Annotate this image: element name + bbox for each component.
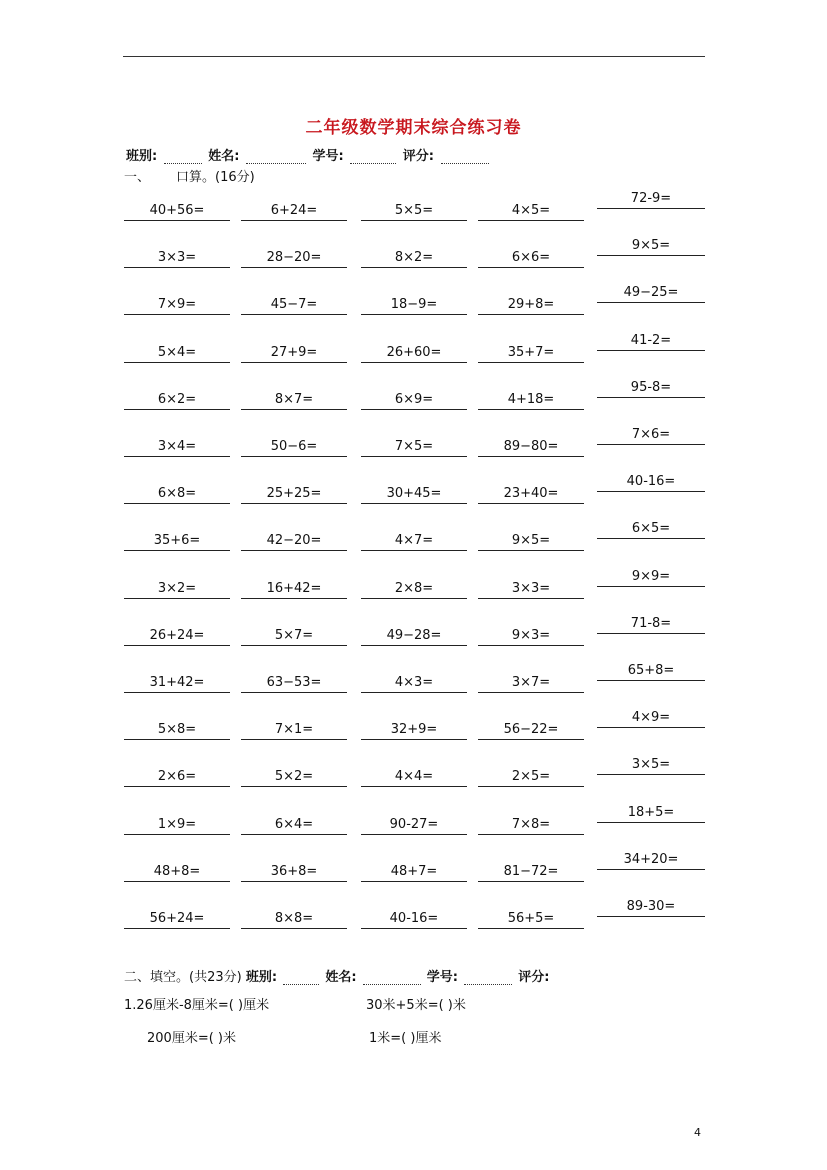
problem-cell[interactable]: 9×3= xyxy=(478,627,584,646)
problem-cell[interactable]: 3×4= xyxy=(124,438,230,457)
section-one-title: 口算。(16分) xyxy=(176,170,255,185)
problem-cell[interactable]: 9×5= xyxy=(478,532,584,551)
section-two-id-label: 学号: xyxy=(426,970,458,985)
problem-cell[interactable]: 56−22= xyxy=(478,721,584,740)
problem-cell[interactable]: 3×2= xyxy=(124,580,230,599)
section-two-id-blank[interactable] xyxy=(464,970,512,985)
problem-cell[interactable]: 3×5= xyxy=(597,756,705,775)
problem-cell[interactable]: 5×2= xyxy=(241,768,347,787)
problem-cell[interactable]: 48+8= xyxy=(124,863,230,882)
problem-cell[interactable]: 35+7= xyxy=(478,344,584,363)
problem-cell[interactable]: 4×5= xyxy=(478,202,584,221)
problem-cell[interactable]: 72-9= xyxy=(597,190,705,209)
problem-cell[interactable]: 6×8= xyxy=(124,485,230,504)
id-blank[interactable] xyxy=(350,149,396,164)
problem-cell[interactable]: 7×8= xyxy=(478,816,584,835)
problem-cell[interactable]: 3×7= xyxy=(478,674,584,693)
problem-cell[interactable]: 4×7= xyxy=(361,532,467,551)
problem-cell[interactable]: 3×3= xyxy=(124,249,230,268)
question-1c: 200厘米=( )米 xyxy=(147,1031,236,1046)
problem-cell[interactable]: 40+56= xyxy=(124,202,230,221)
section-two-title: 二、填空。(共23分) xyxy=(124,970,242,985)
problem-cell[interactable]: 5×7= xyxy=(241,627,347,646)
problem-cell[interactable]: 9×9= xyxy=(597,568,705,587)
problem-cell[interactable]: 49−25= xyxy=(597,284,705,303)
problem-cell[interactable]: 56+24= xyxy=(124,910,230,929)
id-label: 学号: xyxy=(312,149,344,164)
problem-cell[interactable]: 49−28= xyxy=(361,627,467,646)
class-label: 班别: xyxy=(126,149,158,164)
problem-cell[interactable]: 9×5= xyxy=(597,237,705,256)
problem-cell[interactable]: 2×8= xyxy=(361,580,467,599)
page-title: 二年级数学期末综合练习卷 xyxy=(305,118,522,138)
problem-cell[interactable]: 7×6= xyxy=(597,426,705,445)
name-blank[interactable] xyxy=(246,149,306,164)
problem-cell[interactable]: 95-8= xyxy=(597,379,705,398)
problem-cell[interactable]: 18−9= xyxy=(361,296,467,315)
problem-cell[interactable]: 3×3= xyxy=(478,580,584,599)
section-two-class-label: 班别: xyxy=(245,970,278,985)
problem-cell[interactable]: 30+45= xyxy=(361,485,467,504)
problem-cell[interactable]: 29+8= xyxy=(478,296,584,315)
header-rule xyxy=(123,56,705,57)
problem-cell[interactable]: 31+42= xyxy=(124,674,230,693)
section-two-name-blank[interactable] xyxy=(363,970,421,985)
score-label: 评分: xyxy=(402,149,434,164)
problem-cell[interactable]: 45−7= xyxy=(241,296,347,315)
problem-cell[interactable]: 27+9= xyxy=(241,344,347,363)
name-label: 姓名: xyxy=(208,149,240,164)
problem-cell[interactable]: 23+40= xyxy=(478,485,584,504)
problem-cell[interactable]: 6+24= xyxy=(241,202,347,221)
problem-cell[interactable]: 41-2= xyxy=(597,332,705,351)
problem-cell[interactable]: 5×5= xyxy=(361,202,467,221)
question-1a: 1.26厘米-8厘米=( )厘米 xyxy=(124,998,270,1013)
problem-cell[interactable]: 2×5= xyxy=(478,768,584,787)
problem-cell[interactable]: 36+8= xyxy=(241,863,347,882)
student-info-line xyxy=(126,145,491,164)
question-1d: 1米=( )厘米 xyxy=(369,1031,442,1046)
problem-cell[interactable]: 90-27= xyxy=(361,816,467,835)
problem-cell[interactable]: 7×5= xyxy=(361,438,467,457)
section-two-score-label: 评分: xyxy=(518,970,550,985)
problem-cell[interactable]: 4×9= xyxy=(597,709,705,728)
problem-cell[interactable]: 4+18= xyxy=(478,391,584,410)
problem-cell[interactable]: 40-16= xyxy=(597,473,705,492)
problem-cell[interactable]: 32+9= xyxy=(361,721,467,740)
problem-cell[interactable]: 8×7= xyxy=(241,391,347,410)
problem-cell[interactable]: 6×4= xyxy=(241,816,347,835)
score-blank[interactable] xyxy=(441,149,489,164)
problem-cell[interactable]: 50−6= xyxy=(241,438,347,457)
problem-cell[interactable]: 6×9= xyxy=(361,391,467,410)
problem-cell[interactable]: 8×8= xyxy=(241,910,347,929)
problem-cell[interactable]: 65+8= xyxy=(597,662,705,681)
section-one-heading xyxy=(124,166,255,185)
problem-cell[interactable]: 26+60= xyxy=(361,344,467,363)
problem-cell[interactable]: 25+25= xyxy=(241,485,347,504)
section-one-number: 一、 xyxy=(124,170,151,185)
section-two-class-blank[interactable] xyxy=(283,970,319,985)
problem-cell[interactable]: 6×6= xyxy=(478,249,584,268)
problem-cell[interactable]: 56+5= xyxy=(478,910,584,929)
problem-cell[interactable]: 34+20= xyxy=(597,851,705,870)
problem-cell[interactable]: 71-8= xyxy=(597,615,705,634)
problem-cell[interactable]: 5×8= xyxy=(124,721,230,740)
problem-cell[interactable]: 4×4= xyxy=(361,768,467,787)
problem-cell[interactable]: 35+6= xyxy=(124,532,230,551)
problem-cell[interactable]: 18+5= xyxy=(597,804,705,823)
problem-cell[interactable]: 7×1= xyxy=(241,721,347,740)
problem-cell[interactable]: 81−72= xyxy=(478,863,584,882)
problem-cell[interactable]: 6×5= xyxy=(597,520,705,539)
page-number: 4 xyxy=(694,1126,701,1139)
class-blank[interactable] xyxy=(164,149,202,164)
section-two-name-label: 姓名: xyxy=(325,970,357,985)
problem-cell[interactable]: 8×2= xyxy=(361,249,467,268)
problem-cell[interactable]: 16+42= xyxy=(241,580,347,599)
problem-cell[interactable]: 89−80= xyxy=(478,438,584,457)
problem-cell[interactable]: 26+24= xyxy=(124,627,230,646)
problem-cell[interactable]: 5×4= xyxy=(124,344,230,363)
problem-cell[interactable]: 48+7= xyxy=(361,863,467,882)
problem-cell[interactable]: 2×6= xyxy=(124,768,230,787)
problem-cell[interactable]: 28−20= xyxy=(241,249,347,268)
problem-cell[interactable]: 7×9= xyxy=(124,296,230,315)
problem-cell[interactable]: 1×9= xyxy=(124,816,230,835)
problem-cell[interactable]: 4×3= xyxy=(361,674,467,693)
problem-cell[interactable]: 6×2= xyxy=(124,391,230,410)
problem-cell[interactable]: 63−53= xyxy=(241,674,347,693)
section-two-heading xyxy=(124,966,549,985)
question-1b: 30米+5米=( )米 xyxy=(366,998,466,1013)
problem-cell[interactable]: 89-30= xyxy=(597,898,705,917)
problem-cell[interactable]: 42−20= xyxy=(241,532,347,551)
problem-cell[interactable]: 40-16= xyxy=(361,910,467,929)
